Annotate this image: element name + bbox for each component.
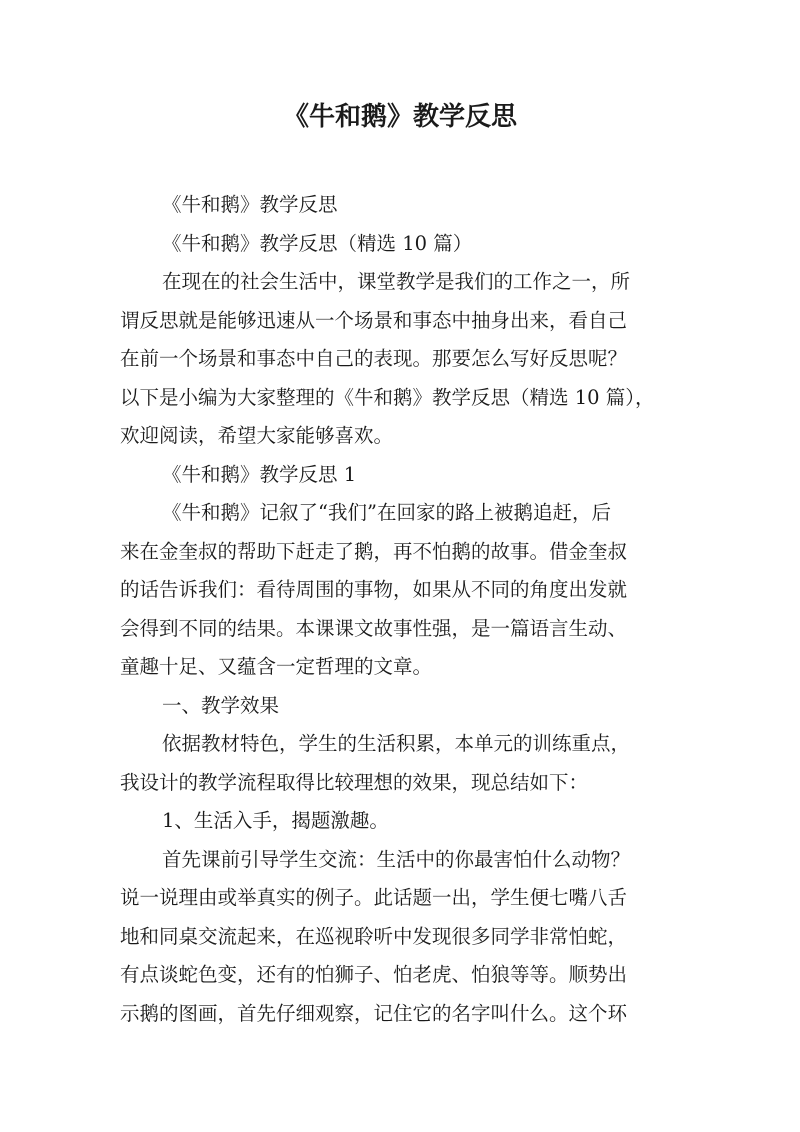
text-line: 《牛和鹅》教学反思 1 — [162, 462, 357, 486]
text-line: 地和同桌交流起来，在巡视聆听中发现很多同学非常怕蛇， — [120, 924, 628, 948]
text-line: 童趣十足、又蕴含一定哲理的文章。 — [120, 655, 433, 678]
text-line: 谓反思就是能够迅速从一个场景和事态中抽身出来，看自己 — [120, 308, 628, 332]
text-line: 《牛和鹅》教学反思（精选 10 篇） — [162, 231, 473, 255]
document-title: 《牛和鹅》教学反思 — [282, 102, 517, 132]
text-line: 说一说理由或举真实的例子。此话题一出，学生便七嘴八舌 — [120, 886, 628, 909]
text-line: 《牛和鹅》记叙了“我们”在回家的路上被鹅追赶，后 — [162, 501, 611, 524]
text-line: 首先课前引导学生交流：生活中的你最害怕什么动物？ — [162, 847, 631, 871]
text-line: 一、教学效果 — [162, 693, 280, 717]
text-line: 有点谈蛇色变，还有的怕狮子、怕老虎、怕狼等等。顺势出 — [120, 963, 628, 986]
text-line: 依据教材特色，学生的生活积累，本单元的训练重点， — [162, 732, 631, 755]
text-line: 《牛和鹅》教学反思 — [162, 193, 338, 216]
text-line: 在现在的社会生活中，课堂教学是我们的工作之一，所 — [162, 270, 631, 293]
text-line: 以下是小编为大家整理的《牛和鹅》教学反思（精选 10 篇）， — [120, 385, 655, 409]
text-line: 会得到不同的结果。本课课文故事性强，是一篇语言生动、 — [120, 616, 628, 640]
text-line: 1、生活入手，揭题激趣。 — [162, 809, 389, 832]
text-line: 示鹅的图画，首先仔细观察，记住它的名字叫什么。这个环 — [120, 1001, 628, 1025]
document-body — [120, 186, 700, 1033]
text-line: 的话告诉我们：看待周围的事物，如果从不同的角度出发就 — [120, 578, 628, 601]
text-line: 欢迎阅读，希望大家能够喜欢。 — [120, 424, 394, 447]
text-line: 在前一个场景和事态中自己的表现。那要怎么写好反思呢？ — [120, 347, 628, 370]
text-line: 我设计的教学流程取得比较理想的效果，现总结如下： — [120, 770, 589, 794]
text-line: 来在金奎叔的帮助下赶走了鹅，再不怕鹅的故事。借金奎叔 — [120, 539, 628, 563]
